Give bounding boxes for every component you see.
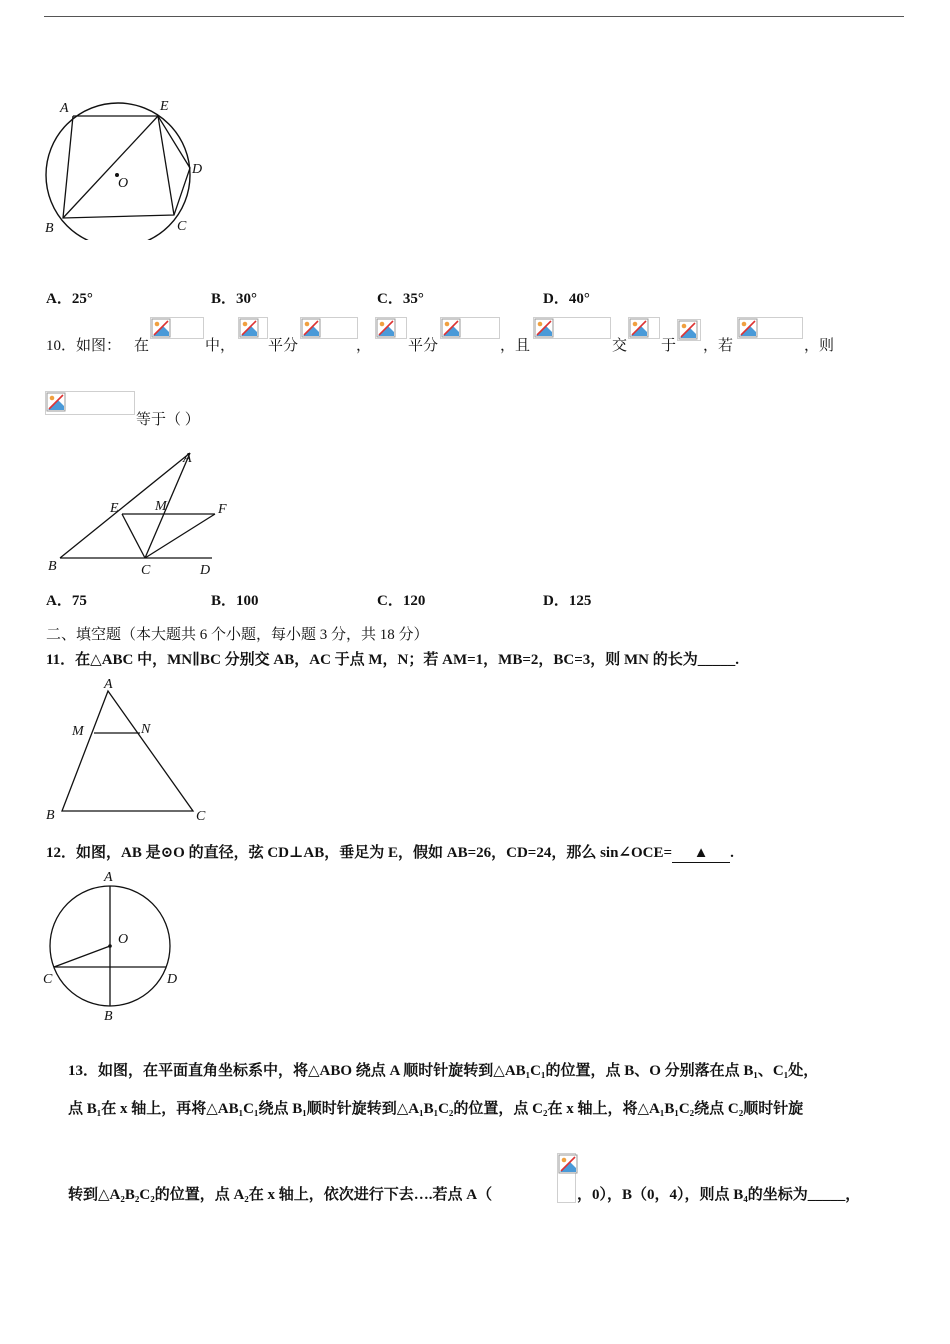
- q12-label-D: D: [167, 972, 178, 987]
- broken-image-icon: [534, 318, 554, 338]
- q12-blank-marker: ▲: [693, 845, 709, 861]
- q13-line-2: 点 B₁在 x 轴上，再将△AB₁C₁绕点 B₁顺时针旋转到△A₁B₁C₂的位置，点 C₂在 x 轴上，将△A₁B₁C₂绕点 C₂顺时针旋: [68, 1101, 804, 1117]
- q10-text-pingfen-2: 平分: [408, 338, 439, 354]
- q9-label-C: C: [177, 219, 187, 234]
- q9-option-d: D．40°: [543, 291, 590, 307]
- broken-image-placeholder: [440, 317, 500, 339]
- q11-label-A: A: [104, 677, 113, 692]
- q12-answer-blank: [672, 845, 730, 863]
- broken-image-icon: [239, 318, 259, 338]
- q13-line-3-before: 转到△A₂B₂C₂的位置，点 A₂在 x 轴上，依次进行下去….若点 A（: [68, 1187, 493, 1203]
- broken-image-placeholder: [557, 1153, 576, 1203]
- broken-image-icon: [376, 318, 396, 338]
- q11-label-M: M: [72, 724, 84, 739]
- q10-option-a: A．75: [46, 593, 87, 609]
- q10-label-M: M: [155, 499, 167, 514]
- q11-label-N: N: [141, 722, 151, 737]
- q10-text-pingfen-1: 平分: [268, 338, 299, 354]
- q11-triangle-figure: [40, 673, 220, 828]
- q12-text-before: 12．如图，AB 是⊙O 的直径，弦 CD⊥AB，垂足为 E，假如 AB=26，CD=24，那么 sin∠OCE=: [46, 845, 673, 861]
- q9-option-a: A．25°: [46, 291, 93, 307]
- q10-text-qie: ，且: [500, 338, 531, 354]
- q9-label-D: D: [192, 162, 203, 177]
- broken-image-placeholder: [150, 317, 204, 339]
- broken-image-icon: [738, 318, 758, 338]
- q10-label-E: E: [110, 501, 119, 516]
- q9-label-A: A: [60, 101, 69, 116]
- q10-text-ze: ，则: [804, 338, 835, 354]
- q10-figure: [40, 448, 240, 578]
- q9-circle-figure: [40, 95, 210, 240]
- q9-label-B: B: [45, 221, 54, 236]
- q10-option-d: D．125: [543, 593, 592, 609]
- q9-label-O: O: [118, 176, 129, 191]
- q10-option-b: B．100: [211, 593, 259, 609]
- q10-label-A: A: [183, 451, 192, 466]
- broken-image-placeholder: [677, 319, 701, 341]
- q9-label-E: E: [160, 99, 169, 114]
- q12-text: [46, 841, 734, 863]
- broken-image-icon: [46, 392, 66, 412]
- q10-text-zai: 在: [134, 338, 150, 354]
- q10-text-yu: 于: [661, 338, 677, 354]
- q13-line-1: 13．如图，在平面直角坐标系中，将△ABO 绕点 A 顺时针旋转到△AB₁C₁的位置，点 B、O 分别落在点 B₁、C₁处，: [68, 1063, 819, 1079]
- broken-image-icon: [441, 318, 461, 338]
- q13-line-3-after: ，0），B（0，4），则点 B₄的坐标为_____，: [577, 1187, 861, 1203]
- q10-label-F: F: [218, 502, 227, 517]
- q10-text-comma: ，: [356, 338, 372, 354]
- broken-image-placeholder: [533, 317, 611, 339]
- header-rule: [44, 16, 904, 17]
- q12-label-C: C: [43, 972, 53, 987]
- broken-image-icon: [301, 318, 321, 338]
- q12-circle-figure: [38, 868, 188, 1023]
- q11-text: 11．在△ABC 中，MN∥BC 分别交 AB，AC 于点 M，N；若 AM=1，MB=2，BC=3，则 MN 的长为_____.: [46, 652, 740, 668]
- broken-image-placeholder: [300, 317, 358, 339]
- q12-text-after: .: [730, 845, 734, 861]
- broken-image-placeholder: [375, 317, 407, 339]
- q11-label-B: B: [46, 808, 55, 823]
- broken-image-icon: [629, 318, 649, 338]
- broken-image-placeholder: [737, 317, 803, 339]
- q11-label-C: C: [196, 809, 206, 824]
- q10-ending: 等于（ ）: [136, 412, 200, 428]
- broken-image-icon: [678, 320, 698, 340]
- q12-label-A: A: [104, 870, 113, 885]
- broken-image-icon: [558, 1154, 578, 1174]
- q10-option-c: C．120: [377, 593, 426, 609]
- q10-number: 10．如图：: [46, 338, 122, 354]
- broken-image-icon: [151, 318, 171, 338]
- q12-label-O: O: [118, 932, 129, 947]
- broken-image-placeholder: [238, 317, 268, 339]
- q9-option-c: C．35°: [377, 291, 424, 307]
- q10-text-ruo: ，若: [703, 338, 734, 354]
- broken-image-placeholder: [628, 317, 660, 339]
- broken-image-placeholder: [45, 391, 135, 415]
- q12-label-B: B: [104, 1009, 113, 1023]
- q10-label-D: D: [200, 563, 211, 578]
- q9-option-b: B．30°: [211, 291, 258, 307]
- q10-label-C: C: [141, 563, 151, 578]
- section-heading: 二、填空题（本大题共 6 个小题，每小题 3 分，共 18 分）: [46, 627, 429, 643]
- q10-label-B: B: [48, 559, 57, 574]
- q10-text-jiao: 交: [612, 338, 628, 354]
- q10-text-zhong: 中，: [205, 338, 236, 354]
